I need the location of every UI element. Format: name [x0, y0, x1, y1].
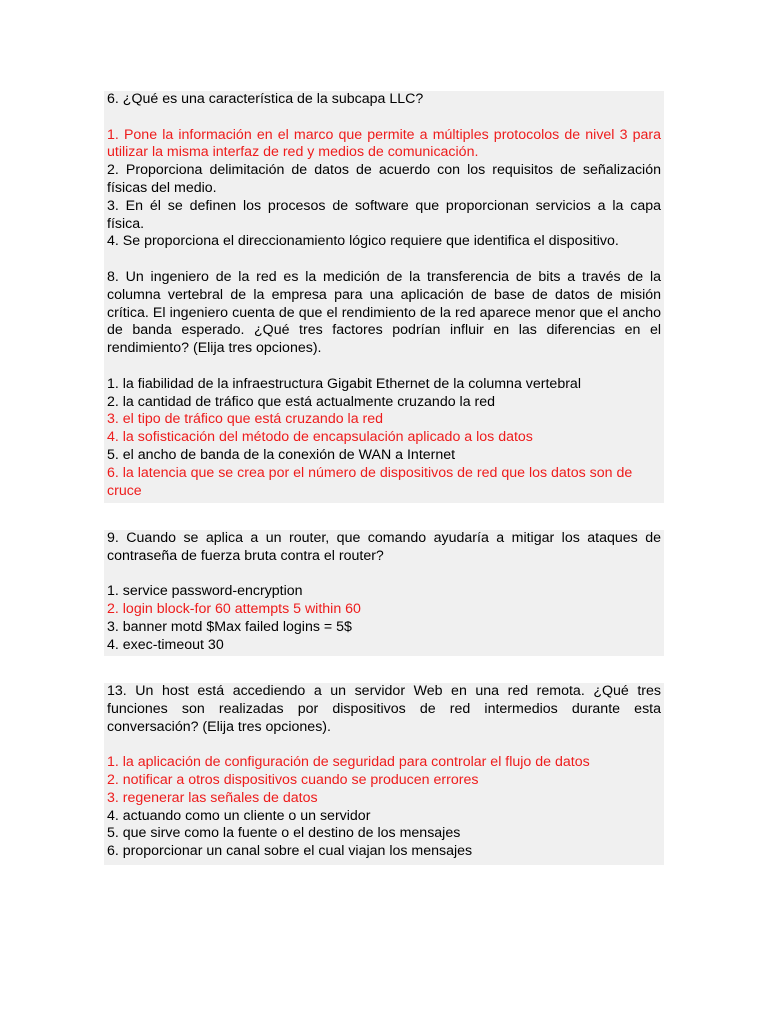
question-block-9 [104, 530, 664, 656]
question-13-option-6: 6. proporcionar un canal sobre el cual viajan los mensajes [107, 843, 473, 860]
question-6-text: 6. ¿Qué es una característica de la subcapa LLC? [107, 91, 424, 107]
question-8-option-5: 5. el ancho de banda de la conexión de WAN a Internet [107, 446, 456, 463]
question-13-option-2: 2. notificar a otros dispositivos cuando se producen errores [107, 771, 479, 788]
question-13-option-4: 4. actuando como un cliente o un servidor [107, 807, 371, 824]
question-9-text: 9. Cuando se aplica a un router, que comando ayudaría a mitigar los ataques de contraseña de fuerza bruta contra el router? [107, 530, 661, 564]
question-6-option-1: 1. Pone la información en el marco que permite a múltiples protocolos de nivel 3 para utilizar la misma interfaz de red y medios de comunicación. [107, 126, 661, 161]
question-8-option-4: 4. la sofisticación del método de encapsulación aplicado a los datos [107, 429, 533, 446]
question-6-option-2: 2. Proporciona delimitación de datos de acuerdo con los requisitos de señalización físicas del medio. [107, 162, 661, 196]
question-13-option-5: 5. que sirve como la fuente o el destino de los mensajes [107, 825, 461, 842]
question-6-option-4: 4. Se proporciona el direccionamiento lógico requiere que identifica el dispositivo. [107, 233, 619, 250]
question-8-text: 8. Un ingeniero de la red es la medición de la transferencia de bits a través de la columna vertebral de la empresa para una aplicación de base de datos de misión crítica. El ingeniero cuenta de que el rendimiento de la red aparece menor que el ancho de banda esperado. ¿Qué tres factores podrían influir en las diferencias en el rendimiento? (Elija tres opciones). [107, 268, 661, 357]
question-8-option-1: 1. la fiabilidad de la infraestructura Gigabit Ethernet de la columna vertebral [107, 375, 581, 392]
question-9-option-4: 4. exec-timeout 30 [107, 636, 224, 653]
question-9-option-1: 1. service password-encryption [107, 583, 303, 600]
question-9-option-2: 2. login block-for 60 attempts 5 within 60 [107, 601, 361, 618]
question-8-option-6: 6. la latencia que se crea por el número de dispositivos de red que los datos son de cruce [107, 464, 633, 499]
question-6-option-3: 3. En él se definen los procesos de software que proporcionan servicios a la capa física. [107, 197, 661, 232]
question-13-option-1: 1. la aplicación de configuración de seguridad para controlar el flujo de datos [107, 754, 590, 771]
question-8-option-3: 3. el tipo de tráfico que está cruzando la red [107, 411, 384, 428]
question-9-option-3: 3. banner motd $Max failed logins = 5$ [107, 618, 352, 635]
question-block-6 [104, 91, 664, 503]
question-13-text: 13. Un host está accediendo a un servidor Web en una red remota. ¿Qué tres funciones son realizadas por dispositivos de red intermedios durante esta conversación? (Elija tres opciones). [107, 683, 661, 735]
question-block-13 [104, 683, 664, 865]
question-8-option-2: 2. la cantidad de tráfico que está actualmente cruzando la red [107, 393, 496, 410]
question-13-option-3: 3. regenerar las señales de datos [107, 789, 318, 806]
